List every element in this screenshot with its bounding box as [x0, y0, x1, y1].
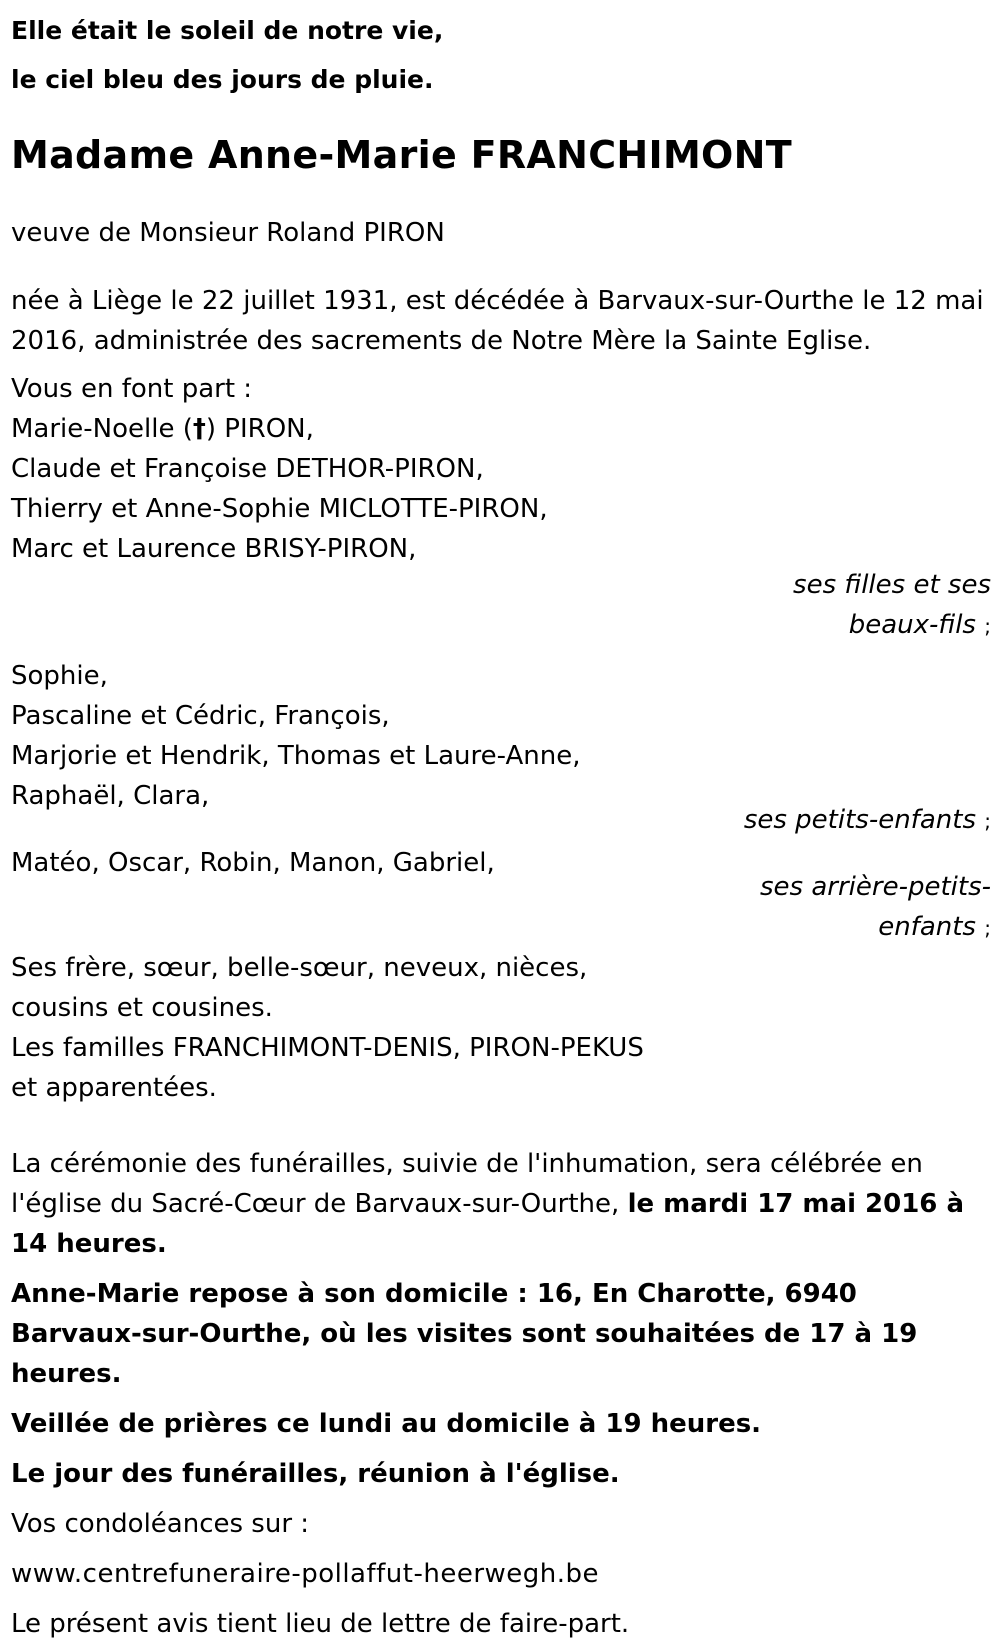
child-line-2: Claude et Françoise DETHOR-PIRON, — [11, 454, 484, 484]
condolences-link[interactable]: www.centrefuneraire-pollaffut-heerwegh.be — [11, 1559, 600, 1589]
great-grandchildren-relation-line-1: ses arrière-petits- — [760, 872, 991, 902]
grandchild-line-1: Sophie, — [11, 661, 108, 691]
children-relation — [11, 565, 991, 646]
deceased-name: Madame Anne-Marie FRANCHIMONT — [11, 133, 792, 177]
child-line-1-after: ) PIRON, — [205, 414, 314, 444]
widow-of: veuve de Monsieur Roland PIRON — [11, 218, 445, 248]
ceremony-statement — [11, 1144, 991, 1264]
announcers-intro: Vous en font part : — [11, 374, 253, 404]
other-relatives-line-1: Ses frère, sœur, belle-sœur, neveux, nièces, — [11, 953, 588, 983]
grandchild-line-3: Marjorie et Hendrik, Thomas et Laure-Anne, — [11, 741, 581, 771]
children-group — [11, 409, 991, 646]
great-grandchildren-relation-line-2 — [11, 907, 991, 948]
child-line-1-before: Marie-Noelle ( — [11, 414, 193, 444]
child-line-1 — [11, 409, 991, 449]
ceremony-date: le mardi 17 mai 2016 à 14 heures. — [11, 1189, 964, 1259]
great-grandchildren-group — [11, 843, 991, 948]
great-grandchild-line-1: Matéo, Oscar, Robin, Manon, Gabriel, — [11, 848, 495, 878]
epigraph — [11, 6, 991, 104]
church-meeting: Le jour des funérailles, réunion à l'église. — [11, 1459, 620, 1489]
grandchildren-relation — [11, 800, 991, 841]
children-relation-text: beaux-fils — [848, 610, 976, 640]
condolences-label: Vos condoléances sur : — [11, 1509, 310, 1539]
rest-at-home: Anne-Marie repose à son domicile : 16, En Charotte, 6940 Barvaux-sur-Ourthe, où les visites sont souhaitées de 17 à 19 heures. — [11, 1279, 918, 1389]
other-relatives-line-2: cousins et cousines. — [11, 993, 273, 1023]
obituary-notice — [11, 6, 991, 1644]
grandchildren-relation-text: ses petits-enfants — [743, 805, 976, 835]
cross-icon: † — [192, 414, 206, 444]
other-relatives-group — [11, 948, 991, 1108]
great-grandchildren-relation-text: enfants — [878, 912, 976, 942]
grandchild-line-2: Pascaline et Cédric, François, — [11, 701, 390, 731]
grandchild-line-4: Raphaël, Clara, — [11, 781, 210, 811]
notice-statement: Le présent avis tient lieu de lettre de faire-part. — [11, 1609, 630, 1639]
children-relation-separator: ; — [984, 614, 991, 638]
great-grandchildren-relation — [11, 867, 991, 948]
epigraph-line-1: Elle était le soleil de notre vie, — [11, 16, 444, 45]
children-relation-line-2 — [11, 605, 991, 646]
birth-death-statement: née à Liège le 22 juillet 1931, est décédée à Barvaux-sur-Ourthe le 12 mai 2016, administrée des sacrements de Notre Mère la Sainte Eglise. — [11, 286, 984, 356]
child-line-3: Thierry et Anne-Sophie MICLOTTE-PIRON, — [11, 494, 548, 524]
child-line-4: Marc et Laurence BRISY-PIRON, — [11, 534, 417, 564]
children-relation-line-1: ses filles et ses — [793, 570, 991, 600]
grandchildren-relation-line — [11, 800, 991, 841]
ceremony-text: La cérémonie des funérailles, suivie de l'inhumation, sera célébrée en l'église du Sacré-Cœur de Barvaux-sur-Ourthe, — [11, 1149, 923, 1219]
other-relatives-line-3: Les familles FRANCHIMONT-DENIS, PIRON-PEKUS — [11, 1033, 644, 1063]
grandchildren-group — [11, 656, 991, 841]
great-grandchildren-relation-separator: ; — [984, 916, 991, 940]
vigil-notice: Veillée de prières ce lundi au domicile à 19 heures. — [11, 1409, 762, 1439]
other-relatives-line-4: et apparentées. — [11, 1073, 217, 1103]
grandchildren-relation-separator: ; — [984, 809, 991, 833]
epigraph-line-2: le ciel bleu des jours de pluie. — [11, 65, 434, 94]
